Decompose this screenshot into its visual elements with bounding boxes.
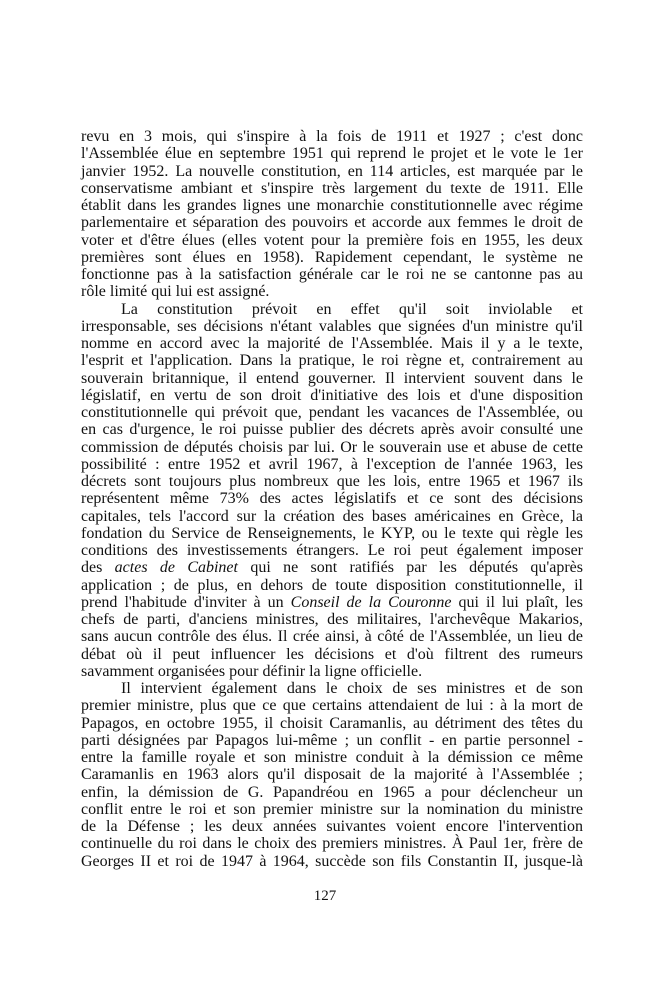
text-segment: application ; de plus, en dehors de toute disposition constitutionnelle, il: [81, 576, 583, 594]
text-segment: conditions des investissements étrangers. Le roi peut également imposer: [81, 542, 583, 559]
text-segment: Caramanlis en 1963 alors qu'il disposait de la majorité à l'Assemblée ;: [81, 766, 583, 784]
text-line: [81, 525, 583, 542]
text-segment: entre la famille royale et son ministre conduit à la démission ce même: [81, 749, 583, 766]
text-segment: voter et d'être élues (elles votent pour la première fois en 1955, les deux: [81, 231, 583, 249]
text-line: [81, 335, 583, 352]
italic-text: Conseil de la Couronne: [290, 593, 452, 611]
text-segment: premier ministre, plus que ce que certains attendaient de lui : à la mort de: [81, 697, 583, 715]
text-line: [81, 370, 583, 387]
text-line: [81, 508, 583, 525]
text-line: [81, 232, 583, 249]
text-line: [81, 249, 583, 266]
text-segment: parti désignées par Papagos lui-même ; un conflit - en partie personnel -: [81, 731, 583, 749]
text-line: [81, 542, 583, 559]
body-text: [81, 128, 583, 870]
text-segment: revu en 3 mois, qui s'inspire à la fois de 1911 et 1927 ; c'est donc: [81, 128, 583, 145]
text-line: [81, 835, 583, 852]
italic-text: actes de Cabinet: [114, 559, 238, 577]
text-segment: enfin, la démission de G. Papandréou en 1965 a pour déclencheur un: [81, 783, 583, 801]
text-segment: commission de députés choisis par lui. Or le souverain use et abuse de cette: [81, 438, 583, 456]
text-line: [81, 715, 583, 732]
text-line: [81, 352, 583, 369]
text-line: [81, 456, 583, 473]
text-segment: Papagos, en octobre 1955, il choisit Caramanlis, au détriment des têtes du: [81, 714, 583, 732]
text-segment: de la Défense ; les deux années suivantes voient encore l'intervention: [81, 818, 583, 835]
text-segment: fondation du Service de Renseignements, le KYP, ou le texte qui règle les: [81, 524, 583, 542]
text-segment: parlementaire et séparation des pouvoirs et accorde aux femmes le droit de: [81, 214, 583, 232]
text-line: [81, 577, 583, 594]
text-line: [81, 628, 583, 645]
text-line: [81, 421, 583, 438]
text-segment: débat où il peut influencer les décisions et d'où filtrent des rumeurs: [81, 645, 583, 663]
text-line: [81, 404, 583, 421]
text-line: [81, 128, 583, 145]
text-line: [81, 387, 583, 404]
text-segment: qui ne sont ratifiés par les députés qu'après: [237, 559, 584, 577]
text-segment: possibilité : entre 1952 et avril 1967, à l'exception de l'année 1963, les: [81, 455, 583, 473]
text-segment: fonctionne pas à la satisfaction générale car le roi ne se cantonne pas au: [81, 266, 583, 283]
text-segment: conservatisme ambiant et s'inspire très largement du texte de 1911. Elle: [81, 179, 583, 197]
text-line: [81, 145, 583, 162]
text-line: [81, 732, 583, 749]
text-segment: La constitution prévoit en effet qu'il soit inviolable et: [121, 300, 583, 318]
text-line: [81, 318, 583, 335]
text-line: [81, 301, 583, 318]
text-segment: prend l'habitude d'inviter à un: [81, 593, 291, 611]
text-line: [81, 473, 583, 490]
text-segment: établit dans les grandes lignes une monarchie constitutionnelle avec régime: [81, 197, 583, 214]
text-line: [81, 197, 583, 214]
text-segment: sans aucun contrôle des élus. Il crée ainsi, à côté de l'Assemblée, un lieu de: [81, 628, 583, 646]
text-segment: souverain britannique, il entend gouverner. Il intervient souvent dans le: [81, 369, 583, 387]
text-line: [81, 283, 583, 300]
text-segment: conflit entre le roi et son premier ministre sur la nomination du ministre: [81, 800, 583, 818]
text-segment: des: [81, 559, 115, 577]
text-line: [81, 680, 583, 697]
text-line: [81, 853, 583, 870]
text-segment: Il intervient également dans le choix de ses ministres et de son: [121, 680, 583, 697]
text-segment: législatif, en vertu de son droit d'initiative des lois et d'une disposition: [81, 386, 583, 404]
text-line: [81, 611, 583, 628]
text-line: [81, 766, 583, 783]
text-line: [81, 180, 583, 197]
text-segment: qui il lui plaît, les: [451, 593, 584, 611]
text-segment: rôle limité qui lui est assigné.: [81, 283, 270, 301]
text-line: [81, 439, 583, 456]
text-line: [81, 697, 583, 714]
text-line: [81, 214, 583, 231]
page-number: 127: [313, 888, 337, 904]
text-line: [81, 801, 583, 818]
text-segment: chefs de parti, d'anciens ministres, des militaires, l'archevêque Makarios,: [81, 611, 583, 628]
text-line: [81, 784, 583, 801]
text-segment: représentent même 73% des actes législatifs et ce sont des décisions: [81, 490, 583, 508]
text-line: [81, 266, 583, 283]
text-line: [81, 749, 583, 766]
text-segment: premières sont élues en 1958). Rapidement cependant, le système ne: [81, 248, 583, 266]
text-line: [81, 646, 583, 663]
text-segment: savamment organisées pour définir la ligne officielle.: [81, 662, 423, 680]
text-segment: continuelle du roi dans le choix des premiers ministres. À Paul 1er, frère de: [81, 835, 583, 853]
text-segment: janvier 1952. La nouvelle constitution, en 114 articles, est marquée par le: [81, 162, 583, 180]
text-segment: Georges II et roi de 1947 à 1964, succède son fils Constantin II, jusque-là: [81, 852, 583, 870]
text-line: [81, 594, 583, 611]
text-line: [81, 163, 583, 180]
text-segment: l'Assemblée élue en septembre 1951 qui reprend le projet et le vote le 1er: [81, 145, 583, 163]
text-segment: constitutionnelle qui prévoit que, pendant les vacances de l'Assemblée, ou: [81, 404, 583, 421]
text-segment: capitales, tels l'accord sur la création des bases américaines en Grèce, la: [81, 507, 583, 525]
text-segment: décrets sont toujours plus nombreux que les lois, entre 1965 et 1967 ils: [81, 473, 583, 490]
text-line: [81, 559, 583, 576]
text-segment: en cas d'urgence, le roi puisse publier des décrets après avoir consulté une: [81, 421, 583, 439]
text-segment: nomme en accord avec la majorité de l'Assemblée. Mais il y a le texte,: [81, 335, 583, 352]
text-line: [81, 818, 583, 835]
text-segment: irresponsable, ses décisions n'étant valables que signées d'un ministre qu'il: [81, 317, 583, 335]
text-line: [81, 490, 583, 507]
text-segment: l'esprit et l'application. Dans la pratique, le roi règne et, contrairement au: [81, 352, 583, 370]
text-line: [81, 663, 583, 680]
